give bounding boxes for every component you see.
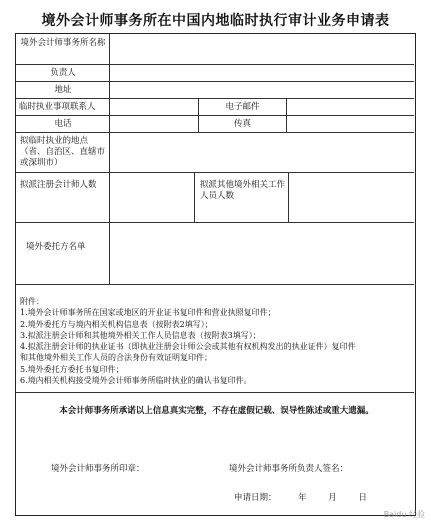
- attachment-item: 和其他境外相关工作人员的合法身份有效证明复印件；: [20, 353, 212, 363]
- email-label: 电子邮件: [225, 102, 260, 112]
- other-staff-field[interactable]: [289, 173, 413, 222]
- cpa-count-label: 拟派注册会计师人数: [20, 180, 97, 190]
- watermark: Baidu 经验: [383, 510, 425, 519]
- declaration-text: 本会计师事务所承诺以上信息真实完整，不存在虚假记载、误导性陈述或重大遗漏。: [59, 406, 374, 416]
- application-form: [15, 33, 416, 516]
- fax-field[interactable]: [287, 116, 413, 132]
- phone-label: 电话: [54, 119, 72, 129]
- firm-name-field[interactable]: [110, 35, 413, 64]
- application-date: [234, 491, 367, 503]
- contact-label: 临时执业事项联系人: [19, 102, 96, 112]
- fax-label: 传真: [233, 119, 251, 129]
- cpa-count-field[interactable]: [110, 173, 194, 222]
- date-label: 申请日期：: [234, 493, 277, 503]
- address-field[interactable]: [110, 82, 413, 98]
- attachments: [20, 296, 412, 386]
- clients-field[interactable]: [110, 223, 413, 284]
- principal-label: 负责人: [50, 68, 76, 78]
- principal-signature-label: 境外会计师事务所负责人签名：: [229, 464, 349, 474]
- email-field[interactable]: [287, 99, 413, 115]
- contact-field[interactable]: [110, 99, 198, 115]
- address-label: 地址: [54, 85, 72, 95]
- date-day: 日: [358, 493, 367, 503]
- form-title: 境外会计师事务所在中国内地临时执行审计业务申请表: [41, 13, 390, 29]
- attachment-item: 4.拟派注册会计师的执业证书（即执业注册会计师公会或其他有权机构发出的执业证件）复印件: [20, 342, 356, 352]
- phone-field[interactable]: [110, 116, 198, 132]
- date-year: 年: [298, 493, 307, 503]
- firm-seal-label: 境外会计师事务所印章：: [51, 464, 145, 474]
- other-staff-label: 拟派其他境外相关工作人员人数: [200, 180, 286, 201]
- date-month: 月: [328, 493, 337, 503]
- attachment-item: 2.境外委托方与境内相关机构信息表（按附表2填写）；: [20, 319, 213, 329]
- location-label: 拟临时执业的地点（省、自治区、直辖市或深圳市）: [20, 136, 106, 168]
- attachment-item: 6.境内相关机构接受境外会计师事务所临时执业的确认书复印件。: [20, 376, 252, 386]
- attachment-item: 1.境外会计师事务所在国家或地区的开业证书复印件和营业执照复印件；: [20, 308, 276, 318]
- attachments-heading: 附件：: [20, 297, 44, 306]
- clients-label: 境外委托方名单: [26, 242, 86, 252]
- principal-field[interactable]: [110, 65, 413, 81]
- location-field[interactable]: [110, 133, 413, 172]
- attachment-item: 5.境外委托方委托书复印件；: [20, 364, 124, 374]
- attachment-item: 3.拟派注册会计师和其他境外相关工作人员信息表（按附表3填写）；: [20, 330, 261, 340]
- firm-name-label: 境外会计师事务所名称: [20, 38, 106, 48]
